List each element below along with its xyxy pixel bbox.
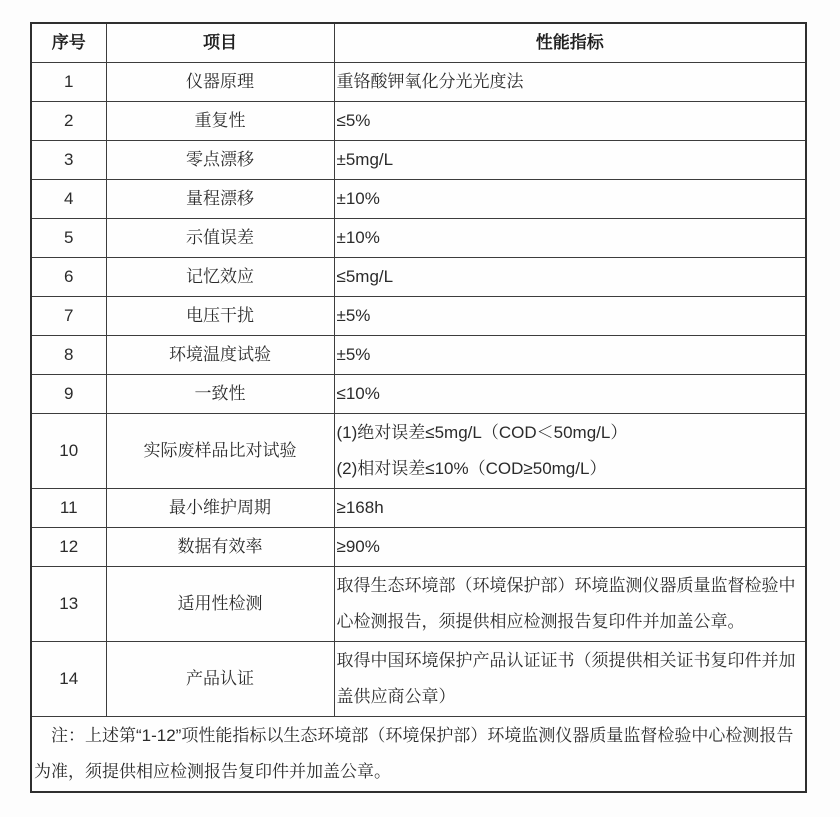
spec-line: 取得生态环境部（环境保护部）环境监测仪器质量监督检验中心检测报告，须提供相应检测报告复印件并加盖公章。 [336, 576, 796, 631]
header-spec: 性能指标 [334, 23, 806, 63]
spec-cell [334, 528, 806, 567]
performance-table [30, 22, 807, 793]
table-row [31, 258, 806, 297]
note-row [31, 717, 806, 793]
row-number-cell: 3 [31, 141, 106, 180]
spec-cell [334, 219, 806, 258]
item-cell: 数据有效率 [106, 528, 334, 567]
item-cell: 记忆效应 [106, 258, 334, 297]
item-cell: 实际废样品比对试验 [106, 414, 334, 489]
table-row [31, 642, 806, 717]
spec-line: 取得中国环境保护产品认证证书（须提供相关证书复印件并加盖供应商公章） [336, 651, 796, 706]
spec-line: ≤5mg/L [336, 267, 394, 286]
row-number-cell: 14 [31, 642, 106, 717]
header-item: 项目 [106, 23, 334, 63]
table-row [31, 63, 806, 102]
spec-line: (2)相对误差≤10%（COD≥50mg/L） [336, 459, 607, 478]
spec-cell [334, 489, 806, 528]
spec-cell [334, 414, 806, 489]
item-cell: 示值误差 [106, 219, 334, 258]
spec-line: ≥90% [336, 537, 380, 556]
spec-cell [334, 258, 806, 297]
item-cell: 环境温度试验 [106, 336, 334, 375]
table-row [31, 102, 806, 141]
spec-cell [334, 642, 806, 717]
table-row [31, 297, 806, 336]
item-cell: 重复性 [106, 102, 334, 141]
row-number-cell: 9 [31, 375, 106, 414]
row-number-cell: 6 [31, 258, 106, 297]
spec-cell [334, 141, 806, 180]
spec-line: ±10% [336, 228, 380, 247]
row-number-cell: 5 [31, 219, 106, 258]
table-row [31, 219, 806, 258]
row-number-cell: 11 [31, 489, 106, 528]
item-cell: 适用性检测 [106, 567, 334, 642]
spec-cell [334, 180, 806, 219]
header-number: 序号 [31, 23, 106, 63]
item-cell: 一致性 [106, 375, 334, 414]
row-number-cell: 8 [31, 336, 106, 375]
row-number-cell: 4 [31, 180, 106, 219]
row-number-cell: 2 [31, 102, 106, 141]
item-cell: 量程漂移 [106, 180, 334, 219]
row-number-cell: 12 [31, 528, 106, 567]
spec-line: ≥168h [336, 498, 384, 517]
spec-line: ±5mg/L [336, 150, 394, 169]
table-row [31, 141, 806, 180]
spec-line: ≤10% [336, 384, 380, 403]
table-row [31, 567, 806, 642]
spec-cell [334, 297, 806, 336]
spec-cell [334, 63, 806, 102]
spec-cell [334, 102, 806, 141]
table-row [31, 489, 806, 528]
spec-line: ≤5% [336, 111, 371, 130]
table-row [31, 414, 806, 489]
table-row [31, 180, 806, 219]
spec-table-body [31, 63, 806, 717]
table-row [31, 375, 806, 414]
spec-cell [334, 375, 806, 414]
row-number-cell: 7 [31, 297, 106, 336]
row-number-cell: 10 [31, 414, 106, 489]
spec-cell [334, 336, 806, 375]
item-cell: 最小维护周期 [106, 489, 334, 528]
spec-line: 重铬酸钾氧化分光光度法 [336, 72, 524, 91]
spec-line: ±5% [336, 345, 371, 364]
item-cell: 产品认证 [106, 642, 334, 717]
table-note: 注：上述第“1-12”项性能指标以生态环境部（环境保护部）环境监测仪器质量监督检验中心检测报告为准，须提供相应检测报告复印件并加盖公章。 [31, 717, 806, 793]
table-row [31, 528, 806, 567]
table-header-row [31, 23, 806, 63]
item-cell: 电压干扰 [106, 297, 334, 336]
item-cell: 仪器原理 [106, 63, 334, 102]
row-number-cell: 1 [31, 63, 106, 102]
spec-line: ±5% [336, 306, 371, 325]
spec-line: (1)绝对误差≤5mg/L（COD＜50mg/L） [336, 423, 628, 442]
row-number-cell: 13 [31, 567, 106, 642]
spec-cell [334, 567, 806, 642]
spec-line: ±10% [336, 189, 380, 208]
item-cell: 零点漂移 [106, 141, 334, 180]
table-row [31, 336, 806, 375]
